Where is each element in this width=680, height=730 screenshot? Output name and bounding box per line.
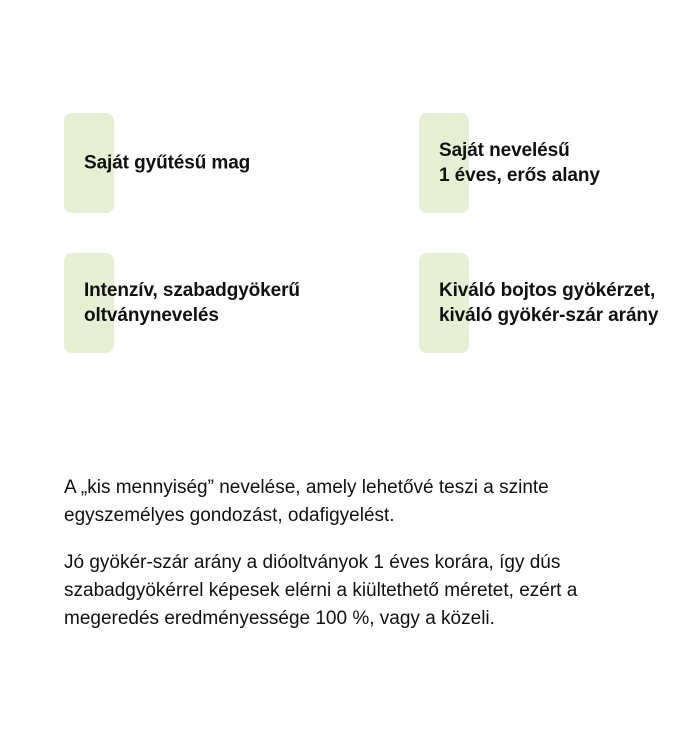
feature-label: Intenzív, szabadgyökerű oltványnevelés (84, 280, 300, 326)
description-paragraph: Jó gyökér-szár arány a dióoltványok 1 éves korára, így dús szabadgyökérrel képesek elérni a kiültethető méretet, ezért a megeredés eredményessége 100 %, vagy a közeli. (64, 552, 578, 629)
description-paragraph: A „kis mennyiség” nevelése, amely lehetővé teszi a szinte egyszemélyes gondozást, odafigyelést. (64, 477, 549, 526)
feature-item-grafting (64, 253, 364, 353)
feature-label: Kiváló bojtos gyökérzet, kiváló gyökér-szár arány (439, 280, 659, 326)
feature-item-roots (419, 253, 680, 353)
feature-label: Saját nevelésű 1 éves, erős alany (439, 140, 600, 186)
feature-item-seed (64, 113, 364, 213)
feature-label: Saját gyűtésű mag (84, 152, 251, 174)
description-section (64, 474, 664, 652)
feature-item-rootstock (419, 113, 680, 213)
